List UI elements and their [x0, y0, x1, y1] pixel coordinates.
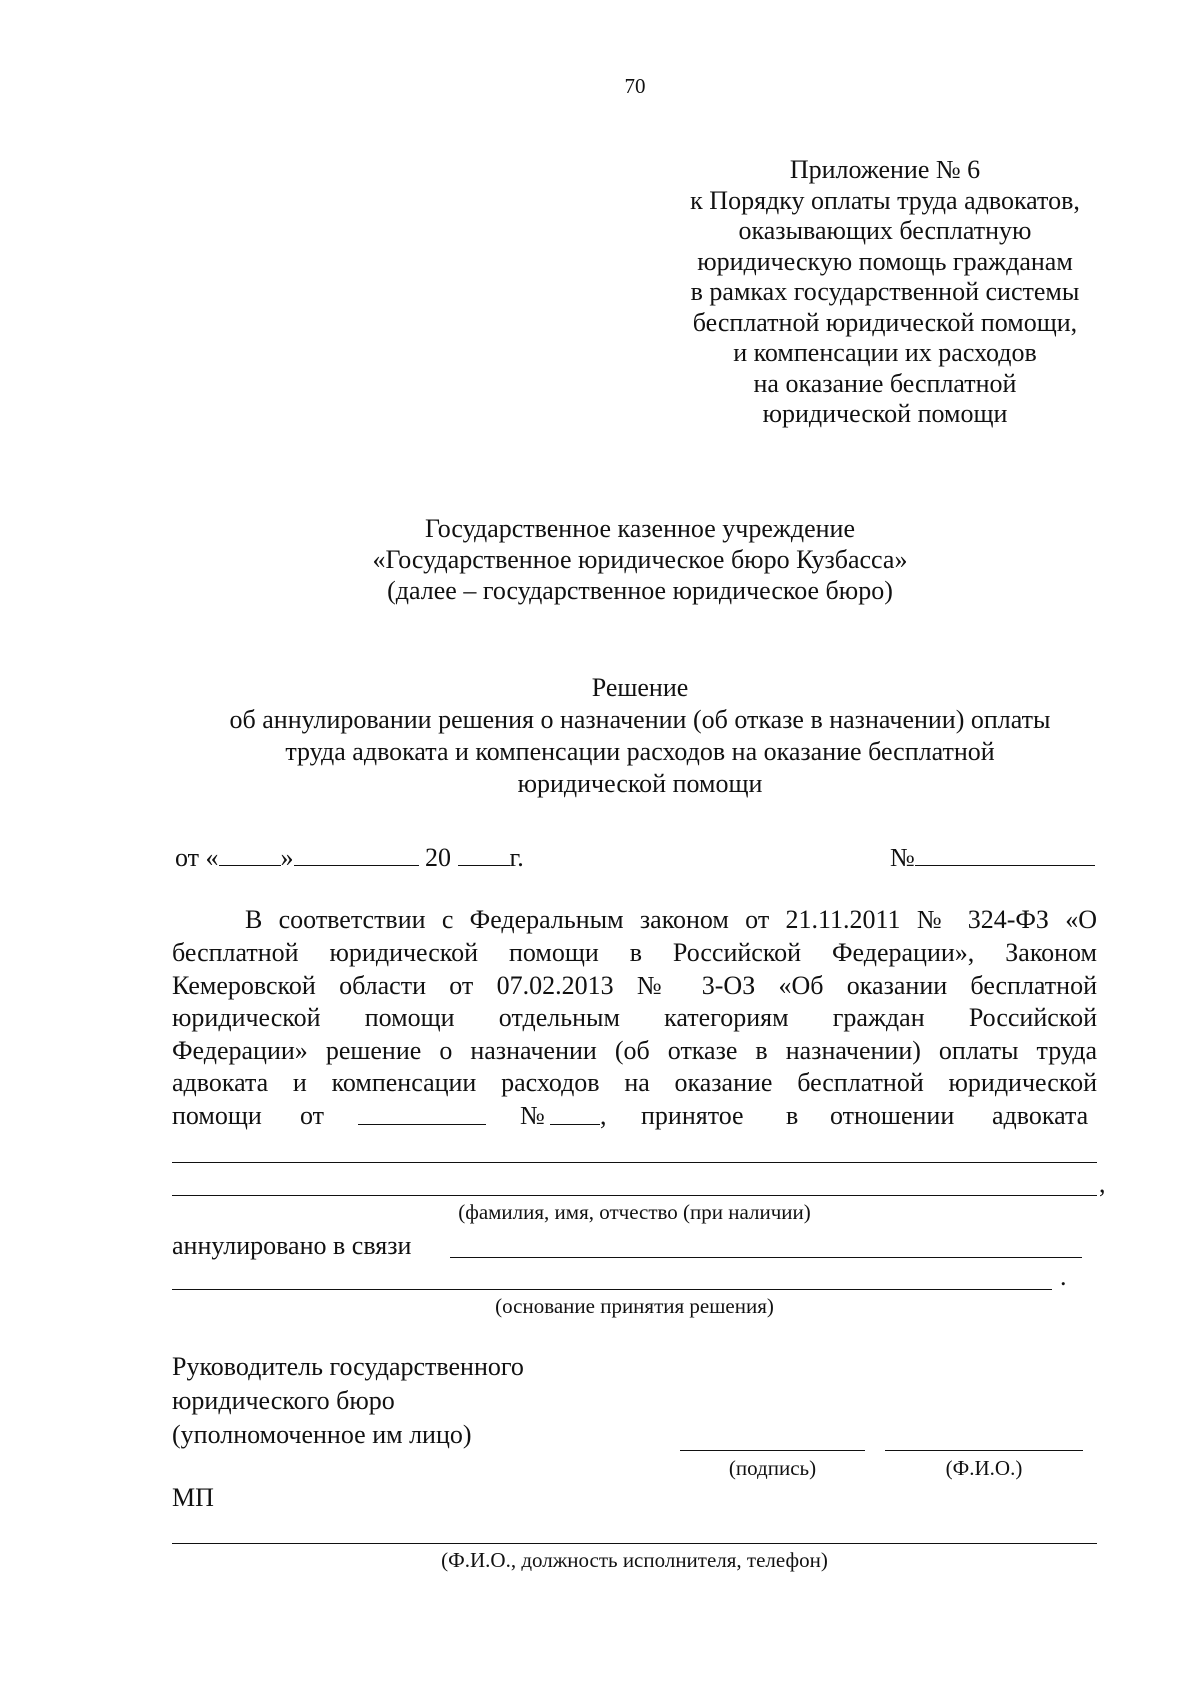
body-word: № [520, 1101, 545, 1130]
body-line: Федерации» решение о назначении (об отказе в назначении) оплаты труда [172, 1036, 1097, 1065]
body-line: адвоката и компенсации расходов на оказание бесплатной юридической [172, 1068, 1097, 1097]
reason-period: . [1060, 1262, 1067, 1291]
executor-caption: (Ф.И.О., должность исполнителя, телефон) [441, 1548, 828, 1572]
organization-name [180, 513, 1100, 606]
date-close-quote: » [280, 843, 294, 872]
body-word: от [300, 1101, 325, 1130]
decision-number-field [890, 841, 1095, 873]
fio-blank-line [172, 1195, 1097, 1196]
month-blank [294, 841, 419, 866]
decision-number-blank [550, 1100, 600, 1125]
appendix-line: к Порядку оплаты труда адвокатов, [690, 185, 1080, 215]
executor-blank-line [172, 1543, 1097, 1544]
appendix-line: бесплатной юридической помощи, [692, 307, 1078, 337]
signatory-line: Руководитель государственного [172, 1352, 524, 1381]
body-line: В соответствии с Федеральным законом от 21.11.2011 № 324-ФЗ «О [245, 905, 1097, 934]
date-field [175, 841, 524, 873]
reason-blank-line [450, 1257, 1082, 1258]
signer-fio-caption: (Ф.И.О.) [945, 1456, 1023, 1480]
appendix-line: оказывающих бесплатную [738, 216, 1032, 245]
fio-caption: (фамилия, имя, отчество (при наличии) [458, 1200, 811, 1224]
signatory-block [172, 1350, 524, 1452]
decision-subtitle-line: юридической помощи [517, 769, 763, 798]
body-word: помощи [172, 1101, 262, 1130]
reason-caption: (основание принятия решения) [495, 1294, 774, 1318]
signatory-line: (уполномоченное им лицо) [172, 1420, 472, 1449]
signature-caption: (подпись) [728, 1456, 817, 1480]
fio-comma: , [1099, 1169, 1106, 1198]
signer-fio-blank-line [885, 1450, 1083, 1451]
signatory-line: юридического бюро [172, 1386, 395, 1415]
decision-heading: Решение [591, 673, 689, 702]
organization-line: «Государственное юридическое бюро Кузбасса» [372, 545, 908, 574]
year-prefix: 20 [425, 843, 452, 872]
body-line: юридической помощи отдельным категориям граждан Российской [172, 1003, 1097, 1032]
year-suffix: г. [509, 843, 524, 872]
body-word: , [600, 1101, 607, 1130]
body-line: бесплатной юридической помощи в Российской Федерации», Законом [172, 938, 1097, 967]
fio-blank-line [172, 1162, 1097, 1163]
body-word: адвоката [992, 1101, 1089, 1130]
body-line: Кемеровской области от 07.02.2013 № 3-ОЗ «Об оказании бесплатной [172, 971, 1097, 1000]
organization-line: Государственное казенное учреждение [425, 514, 855, 543]
number-label: № [890, 843, 915, 872]
appendix-line: в рамках государственной системы [690, 277, 1080, 306]
date-from-label: от « [175, 843, 219, 872]
decision-title [170, 672, 1110, 800]
body-word: в [786, 1101, 799, 1130]
decision-date-blank [358, 1100, 486, 1125]
signature-blank-line [680, 1450, 865, 1451]
decision-subtitle-line: труда адвоката и компенсации расходов на оказание бесплатной [285, 737, 995, 766]
body-word: принятое [641, 1101, 744, 1130]
decision-subtitle-line: об аннулировании решения о назначении (об отказе в назначении) оплаты [229, 705, 1051, 734]
organization-line: (далее – государственное юридическое бюро) [387, 576, 893, 605]
appendix-line: юридическую помощь гражданам [697, 246, 1073, 276]
appendix-line: Приложение № 6 [789, 155, 981, 184]
stamp-place: МП [172, 1483, 214, 1512]
reason-blank-line [172, 1289, 1052, 1290]
year-blank [458, 841, 510, 866]
body-word: отношении [830, 1101, 955, 1130]
number-blank [915, 841, 1095, 866]
annulled-label: аннулировано в связи [172, 1231, 412, 1260]
page-number: 70 [624, 74, 646, 98]
appendix-line: на оказание бесплатной [753, 368, 1017, 398]
appendix-heading [660, 155, 1110, 430]
appendix-line: юридической помощи [762, 399, 1008, 428]
appendix-line: и компенсации их расходов [733, 338, 1037, 367]
day-blank [219, 841, 281, 866]
